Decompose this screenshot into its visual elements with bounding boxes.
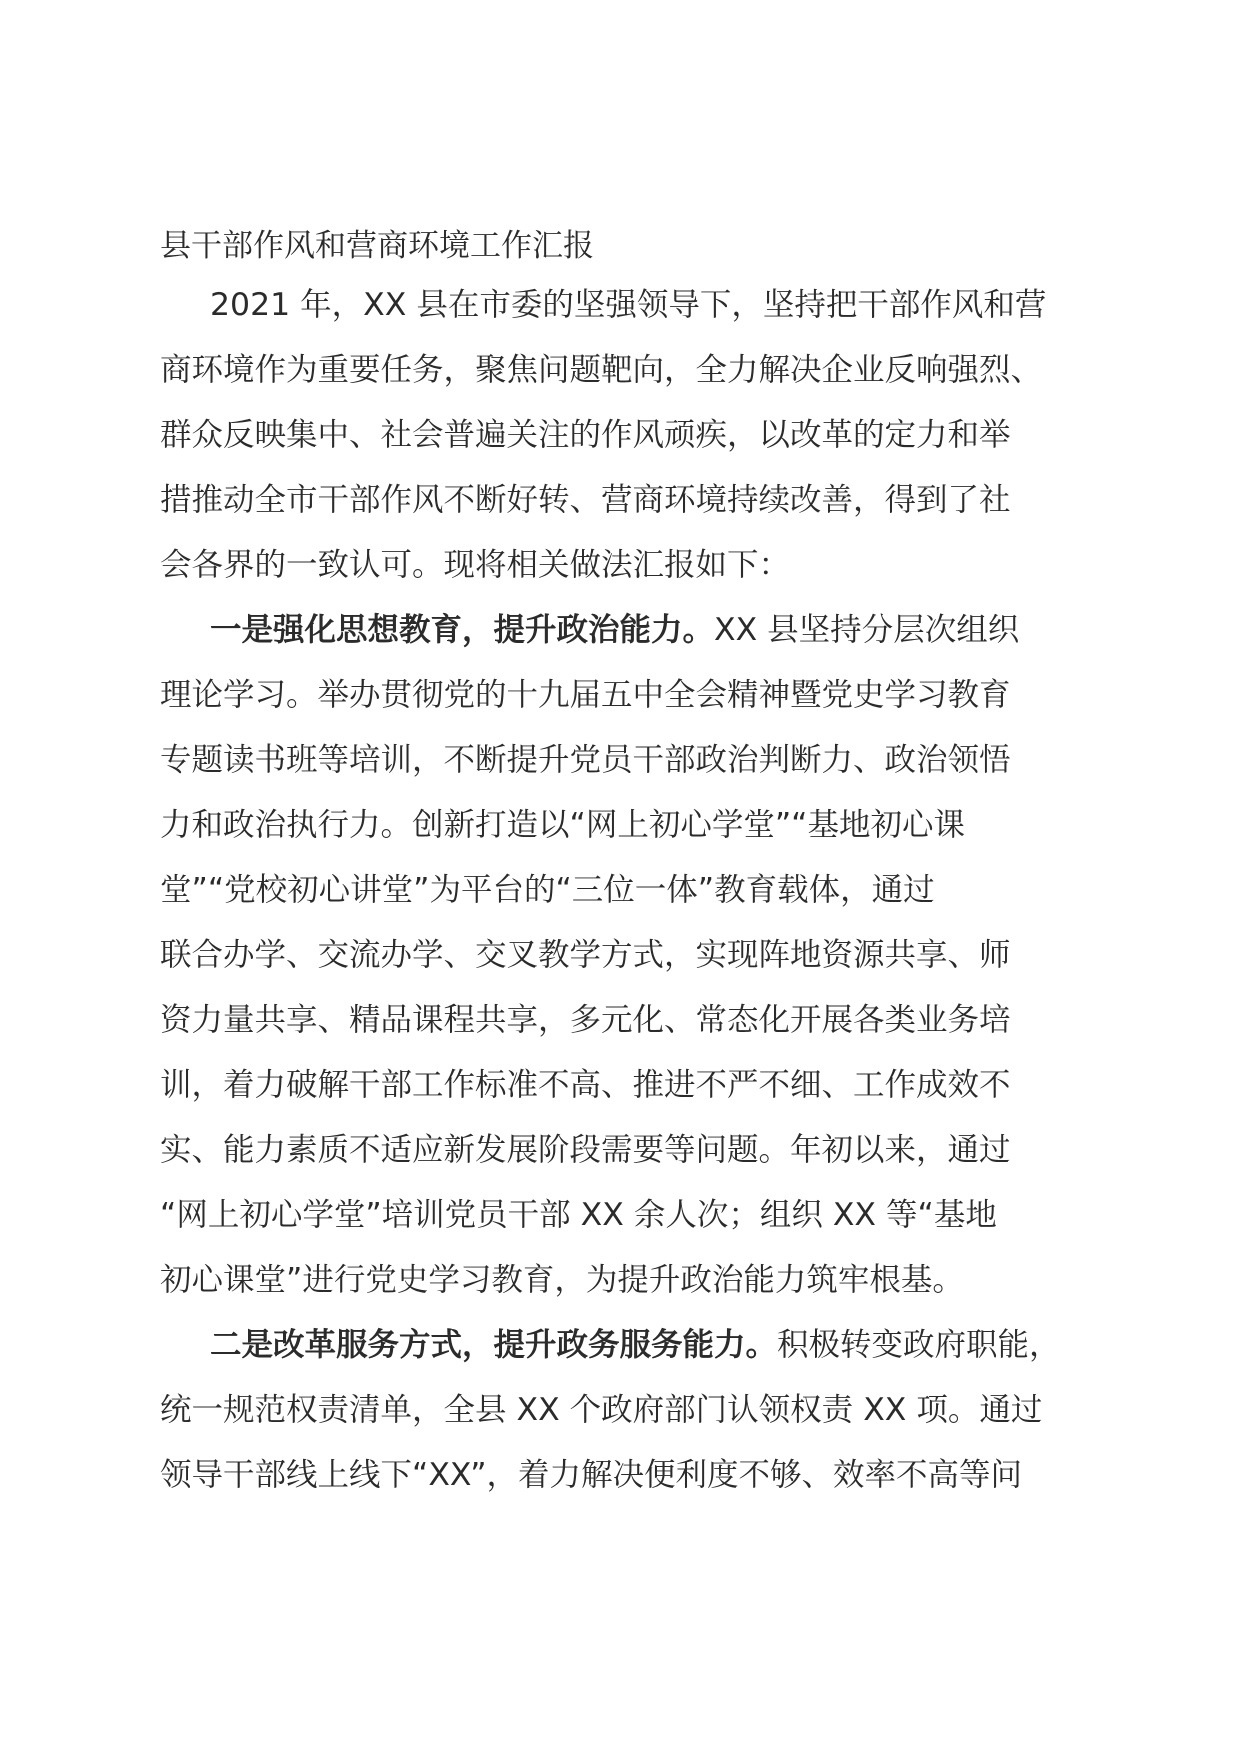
- section-2-paragraph: [160, 1313, 1100, 1508]
- paragraph-line: 资力量共享、精品课程共享，多元化、常态化开展各类业务培: [160, 1002, 1011, 1038]
- section-2-first-line-text: 积极转变政府职能，: [777, 1327, 1061, 1363]
- paragraph-line: 训，着力破解干部工作标准不高、推进不严不细、工作成效不: [160, 1067, 1011, 1103]
- section-1-first-line-text: XX 县坚持分层次组织: [714, 612, 1020, 648]
- paragraph-line: 堂”“党校初心讲堂”为平台的“三位一体”教育载体，通过: [160, 872, 935, 908]
- paragraph-line: 会各界的一致认可。现将相关做法汇报如下：: [160, 547, 791, 583]
- paragraph-line: 领导干部线上线下“XX”，着力解决便利度不够、效率不高等问: [160, 1457, 1023, 1493]
- paragraph-line: 统一规范权责清单，全县 XX 个政府部门认领权责 XX 项。通过: [160, 1392, 1043, 1428]
- section-1-paragraph: [160, 598, 1100, 1313]
- paragraph-line: 措推动全市干部作风不断好转、营商环境持续改善，得到了社: [160, 482, 1011, 518]
- paragraph-line: 理论学习。举办贯彻党的十九届五中全会精神暨党史学习教育: [160, 677, 1011, 713]
- paragraph-line: 专题读书班等培训，不断提升党员干部政治判断力、政治领悟: [160, 742, 1011, 778]
- paragraph-line: 群众反映集中、社会普遍关注的作风顽疾，以改革的定力和举: [160, 417, 1011, 453]
- paragraph-line: [160, 1313, 1100, 1378]
- paragraph-line: 商环境作为重要任务，聚焦问题靶向，全力解决企业反响强烈、: [160, 352, 1043, 388]
- paragraph-line: 初心课堂”进行党史学习教育，为提升政治能力筑牢根基。: [160, 1262, 964, 1298]
- paragraph-line: 实、能力素质不适应新发展阶段需要等问题。年初以来，通过: [160, 1132, 1011, 1168]
- intro-paragraph: [160, 273, 1100, 598]
- paragraph-line: [160, 598, 1100, 663]
- paragraph-line: 力和政治执行力。创新打造以“网上初心学堂”“基地初心课: [160, 807, 965, 843]
- document-page: [160, 0, 1100, 1754]
- paragraph-line: 2021 年，XX 县在市委的坚强领导下，坚持把干部作风和营: [210, 287, 1047, 323]
- section-2-heading: 二是改革服务方式，提升政务服务能力。: [210, 1327, 778, 1363]
- section-1-heading: 一是强化思想教育，提升政治能力。: [210, 612, 715, 648]
- paragraph-line: “网上初心学堂”培训党员干部 XX 余人次；组织 XX 等“基地: [160, 1197, 997, 1233]
- document-title: 县干部作风和营商环境工作汇报: [160, 228, 594, 264]
- paragraph-line: 联合办学、交流办学、交叉教学方式，实现阵地资源共享、师: [160, 937, 1011, 973]
